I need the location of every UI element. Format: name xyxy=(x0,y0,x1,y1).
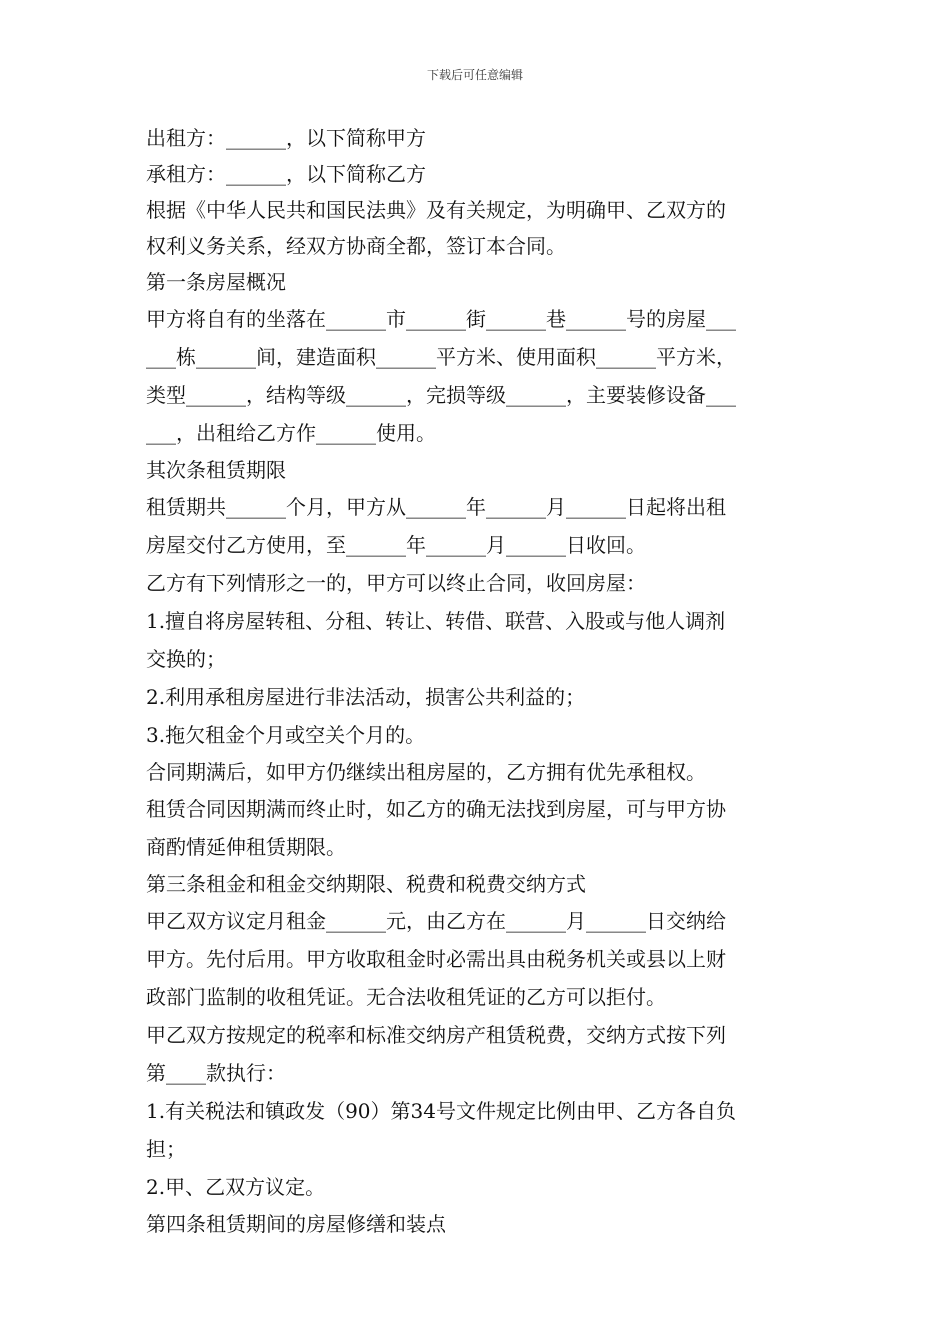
list-item: 3.拖欠租金个月或空关个月的。 xyxy=(146,723,426,747)
list-item-continuation: 交换的； xyxy=(146,647,226,671)
list-item: 1.有关税法和镇政发（90）第34号文件规定比例由甲、乙方各自负 xyxy=(146,1099,736,1123)
text-line: 乙方有下列情形之一的，甲方可以终止合同，收回房屋： xyxy=(146,571,646,595)
text-line: 甲方将自有的坐落在______市______街______巷______号的房屋___ xyxy=(146,307,736,331)
text-line: 根据《中华人民共和国民法典》及有关规定，为明确甲、乙双方的 xyxy=(146,198,726,222)
text-line: 类型______，结构等级______，完损等级______，主要装修设备___ xyxy=(146,383,736,407)
text-line: 甲乙双方议定月租金______元，由乙方在______月______日交纳给 xyxy=(146,909,726,933)
text-line: 租赁合同因期满而终止时，如乙方的确无法找到房屋，可与甲方协 xyxy=(146,797,726,821)
text-line: 政部门监制的收租凭证。无合法收租凭证的乙方可以拒付。 xyxy=(146,985,666,1009)
text-line: 第____款执行： xyxy=(146,1061,286,1085)
list-item-continuation: 担； xyxy=(146,1137,186,1161)
text-line: 商酌情延伸租赁期限。 xyxy=(146,835,346,859)
text-line: 租赁期共______个月，甲方从______年______月______日起将出租 xyxy=(146,495,726,519)
text-line: 房屋交付乙方使用，至______年______月______日收回。 xyxy=(146,533,646,557)
text-line: 甲乙双方按规定的税率和标准交纳房产租赁税费，交纳方式按下列 xyxy=(146,1023,726,1047)
list-item: 1.擅自将房屋转租、分租、转让、转借、联营、入股或与他人调剂 xyxy=(146,609,726,633)
list-item: 2.利用承租房屋进行非法活动，损害公共利益的； xyxy=(146,685,586,709)
text-line: ___栋______间，建造面积______平方米、使用面积______平方米， xyxy=(146,345,736,369)
page-header: 下载后可任意编辑 xyxy=(426,68,523,82)
text-line: 权利义务关系，经双方协商全都，签订本合同。 xyxy=(146,234,566,258)
section-heading: 第一条房屋概况 xyxy=(146,270,286,294)
text-line: ___，出租给乙方作______使用。 xyxy=(146,421,436,445)
text-line: 合同期满后，如甲方仍继续出租房屋的，乙方拥有优先承租权。 xyxy=(146,760,706,784)
section-heading: 其次条租赁期限 xyxy=(146,458,286,482)
section-heading: 第四条租赁期间的房屋修缮和装点 xyxy=(146,1212,446,1236)
text-line: 出租方：______，以下简称甲方 xyxy=(146,126,426,150)
section-heading: 第三条租金和租金交纳期限、税费和税费交纳方式 xyxy=(146,872,586,896)
text-line: 甲方。先付后用。甲方收取租金时必需出具由税务机关或县以上财 xyxy=(146,947,726,971)
text-line: 承租方：______，以下简称乙方 xyxy=(146,162,426,186)
document-body xyxy=(146,120,806,1242)
list-item: 2.甲、乙双方议定。 xyxy=(146,1175,326,1199)
